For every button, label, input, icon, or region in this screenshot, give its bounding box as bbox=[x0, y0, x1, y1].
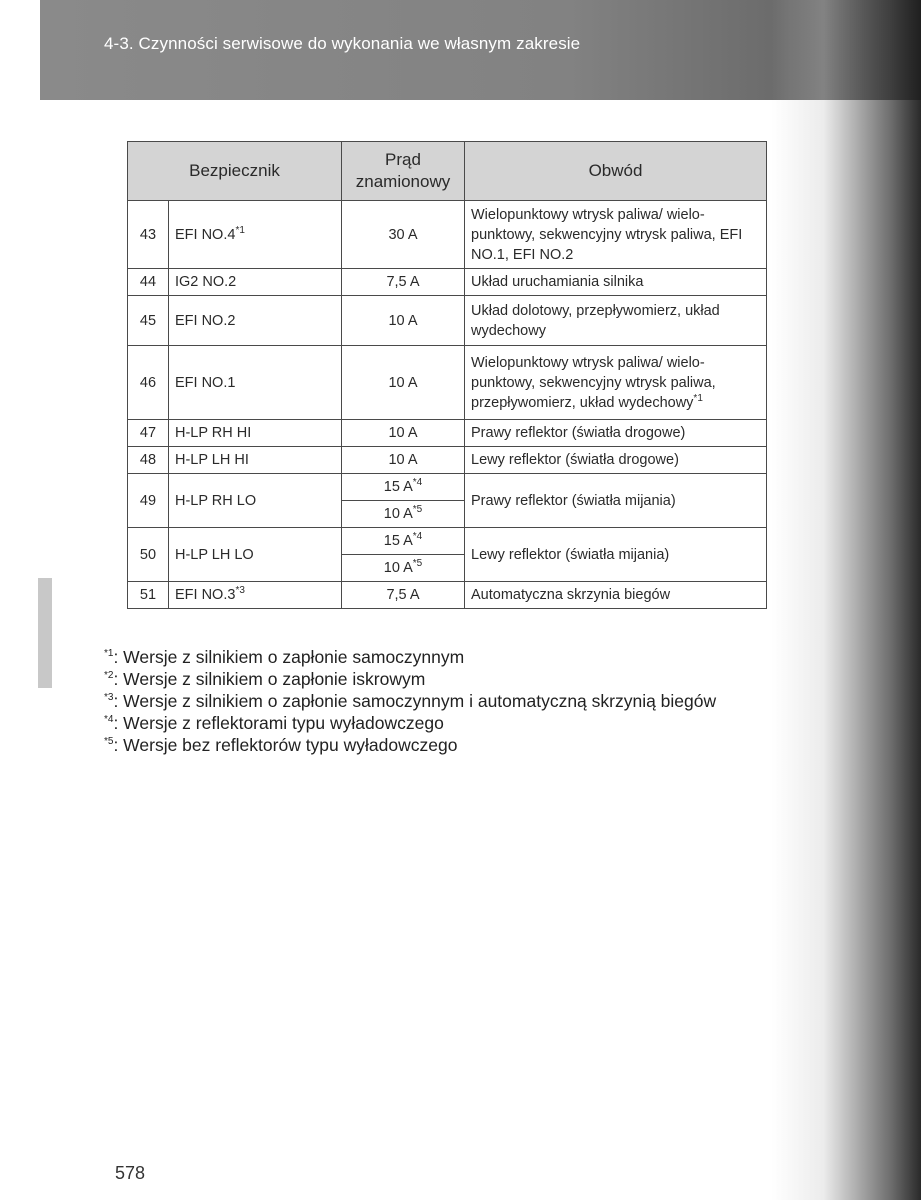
footnotes bbox=[104, 646, 784, 756]
fuse-number: 46 bbox=[128, 346, 169, 420]
fuse-number: 43 bbox=[128, 201, 169, 269]
footnote-ref: *1 bbox=[235, 224, 245, 236]
fuse-amperage: 10 A bbox=[342, 346, 465, 420]
fuse-number: 50 bbox=[128, 528, 169, 582]
footnote-text: : Wersje z silnikiem o zapłonie iskrowym bbox=[113, 669, 426, 689]
fuse-circuit: Układ dolotowy, przepływomierz, układ wydechowy bbox=[465, 296, 767, 346]
fuse-amperage-text: 15 A bbox=[383, 479, 413, 495]
page-edge-shadow bbox=[771, 0, 921, 1200]
header-circuit: Obwód bbox=[465, 142, 767, 201]
header-fuse: Bezpiecznik bbox=[128, 142, 342, 201]
fuse-number: 45 bbox=[128, 296, 169, 346]
table-row bbox=[128, 474, 767, 501]
fuse-name: IG2 NO.2 bbox=[169, 269, 342, 296]
fuse-number: 47 bbox=[128, 420, 169, 447]
fuse-amperage-text: 10 A bbox=[383, 560, 413, 576]
fuse-name: EFI NO.2 bbox=[169, 296, 342, 346]
footnote-ref: *5 bbox=[412, 558, 423, 570]
fuse-name bbox=[169, 201, 342, 269]
fuse-number: 51 bbox=[128, 582, 169, 609]
fuse-amperage-text: 10 A bbox=[383, 506, 413, 522]
footnote-ref: *5 bbox=[412, 504, 423, 516]
header-amp-line1: Prąd bbox=[385, 150, 421, 169]
fuse-name-text: EFI NO.4 bbox=[175, 226, 236, 243]
fuse-amperage: 30 A bbox=[342, 201, 465, 269]
footnote bbox=[104, 712, 784, 734]
page-number: 578 bbox=[115, 1163, 146, 1183]
fuse-amperage bbox=[342, 528, 465, 555]
table-row bbox=[128, 269, 767, 296]
header-amp-line2: znamionowy bbox=[355, 172, 451, 191]
fuse-name: H-LP LH HI bbox=[169, 447, 342, 474]
footnote bbox=[104, 734, 784, 756]
fuse-table bbox=[127, 141, 767, 609]
fuse-name-text: EFI NO.3 bbox=[175, 587, 236, 603]
footnote bbox=[104, 668, 784, 690]
footnote-text: : Wersje z silnikiem o zapłonie samoczynnym bbox=[113, 647, 465, 667]
fuse-circuit: Układ uruchamiania silnika bbox=[465, 269, 767, 296]
fuse-circuit: Lewy reflektor (światła drogowe) bbox=[465, 447, 767, 474]
footnote-text: : Wersje bez reflektorów typu wyładowczego bbox=[113, 735, 458, 755]
fuse-circuit-text: Wielopunktowy wtrysk paliwa/ wielo-punktowy, sekwencyjny wtrysk paliwa, przepływomierz, układ wydechowy bbox=[471, 354, 716, 411]
footnote-mark: *1 bbox=[104, 648, 114, 660]
table-row bbox=[128, 582, 767, 609]
table-header-row bbox=[128, 142, 767, 201]
footnote-text: : Wersje z reflektorami typu wyładowczego bbox=[113, 713, 444, 733]
table-row bbox=[128, 346, 767, 420]
fuse-name: H-LP RH HI bbox=[169, 420, 342, 447]
fuse-amperage bbox=[342, 501, 465, 528]
fuse-name: H-LP LH LO bbox=[169, 528, 342, 582]
footnote-mark: *4 bbox=[104, 714, 114, 726]
table-row bbox=[128, 420, 767, 447]
footnote-ref: *1 bbox=[693, 392, 703, 404]
chapter-title: 4-3. Czynności serwisowe do wykonania we własnym zakresie bbox=[104, 34, 581, 53]
fuse-circuit bbox=[465, 346, 767, 420]
fuse-amperage-text: 15 A bbox=[383, 533, 413, 549]
fuse-circuit: Prawy reflektor (światła mijania) bbox=[465, 474, 767, 528]
fuse-circuit: Prawy reflektor (światła drogowe) bbox=[465, 420, 767, 447]
fuse-amperage: 10 A bbox=[342, 447, 465, 474]
footnote-ref: *4 bbox=[412, 477, 423, 489]
footnote bbox=[104, 690, 784, 712]
fuse-name: EFI NO.1 bbox=[169, 346, 342, 420]
footnote-ref: *4 bbox=[412, 531, 423, 543]
footnote bbox=[104, 646, 784, 668]
fuse-amperage: 10 A bbox=[342, 420, 465, 447]
header-amp bbox=[342, 142, 465, 201]
table-row bbox=[128, 201, 767, 269]
fuse-circuit: Lewy reflektor (światła mijania) bbox=[465, 528, 767, 582]
fuse-number: 44 bbox=[128, 269, 169, 296]
side-tab-marker bbox=[38, 578, 52, 688]
table-row bbox=[128, 296, 767, 346]
fuse-name bbox=[169, 582, 342, 609]
footnote-mark: *5 bbox=[104, 736, 114, 748]
fuse-name: H-LP RH LO bbox=[169, 474, 342, 528]
footnote-ref: *3 bbox=[235, 585, 245, 597]
fuse-amperage: 7,5 A bbox=[342, 269, 465, 296]
fuse-circuit: Wielopunktowy wtrysk paliwa/ wielo-punktowy, sekwencyjny wtrysk paliwa, EFI NO.1, EFI NO.2 bbox=[465, 201, 767, 269]
fuse-amperage: 10 A bbox=[342, 296, 465, 346]
table-row bbox=[128, 447, 767, 474]
footnote-mark: *3 bbox=[104, 692, 114, 704]
footnote-mark: *2 bbox=[104, 670, 114, 682]
footnote-text: : Wersje z silnikiem o zapłonie samoczynnym i automatyczną skrzynią biegów bbox=[113, 691, 717, 711]
fuse-number: 48 bbox=[128, 447, 169, 474]
fuse-number: 49 bbox=[128, 474, 169, 528]
fuse-circuit: Automatyczna skrzynia biegów bbox=[465, 582, 767, 609]
fuse-amperage: 7,5 A bbox=[342, 582, 465, 609]
fuse-amperage bbox=[342, 555, 465, 582]
fuse-amperage bbox=[342, 474, 465, 501]
table-row bbox=[128, 528, 767, 555]
